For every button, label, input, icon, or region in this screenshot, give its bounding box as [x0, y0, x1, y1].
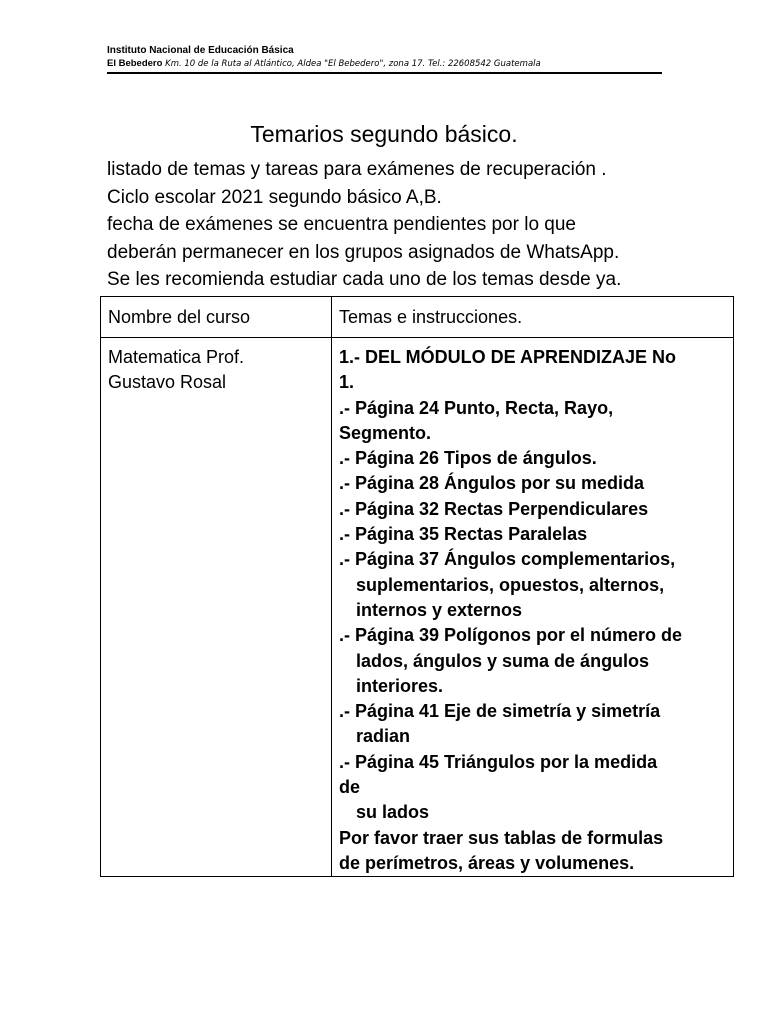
- institution-address: [107, 57, 662, 71]
- course-cell: [101, 338, 332, 877]
- topics-table: [100, 296, 734, 877]
- topic-line: de perímetros, áreas y volumenes.: [339, 852, 635, 873]
- document-title: Temarios segundo básico.: [250, 121, 518, 147]
- topic-line: .- Página 28 Ángulos por su medida: [339, 473, 645, 494]
- address-details: Km. 10 de la Ruta al Atlántico, Aldea "El Bebedero", zona 17. Tel.: 22608542 Guatemala: [162, 59, 541, 69]
- topic-line: internos y externos: [356, 599, 523, 620]
- topic-line: suplementarios, opuestos, alternos,: [356, 574, 665, 595]
- topic-line: .- Página 35 Rectas Paralelas: [339, 524, 588, 545]
- topic-line: de: [339, 777, 361, 798]
- topic-line: 1.- DEL MÓDULO DE APRENDIZAJE No: [339, 347, 677, 367]
- topic-line: radian: [356, 726, 411, 747]
- topic-line: Por favor traer sus tablas de formulas: [339, 827, 664, 848]
- table-header-row: [101, 297, 734, 338]
- topic-line: .- Página 39 Polígonos por el número de: [339, 625, 683, 646]
- topics-cell: [332, 338, 734, 877]
- topic-line: interiores.: [356, 675, 444, 696]
- topic-line: 1.: [339, 372, 355, 393]
- intro-line: listado de temas y tareas para exámenes de recuperación .: [107, 159, 607, 180]
- topic-line: .- Página 24 Punto, Recta, Rayo,: [339, 397, 614, 418]
- table-row: [101, 338, 734, 877]
- document-header: [107, 44, 662, 74]
- column-header-course: Nombre del curso: [101, 297, 332, 338]
- topic-line: lados, ángulos y suma de ángulos: [356, 650, 650, 671]
- topic-line: su lados: [356, 802, 430, 823]
- topic-line: .- Página 26 Tipos de ángulos.: [339, 448, 597, 469]
- column-header-topics: Temas e instrucciones.: [332, 297, 734, 338]
- header-rule: [107, 72, 662, 74]
- intro-line: deberán permanecer en los grupos asignados de WhatsApp.: [107, 241, 620, 263]
- institution-name: Instituto Nacional de Educación Básica: [107, 45, 294, 56]
- intro-line: Se les recomienda estudiar cada uno de los temas desde ya.: [107, 269, 622, 290]
- topic-line: .- Página 37 Ángulos complementarios,: [339, 549, 676, 570]
- intro-line: Ciclo escolar 2021 segundo básico A,B.: [107, 186, 442, 208]
- address-place: El Bebedero: [107, 58, 163, 69]
- course-name-line: Gustavo Rosal: [108, 372, 227, 393]
- topic-line: .- Página 45 Triángulos por la medida: [339, 751, 658, 772]
- course-name-line: Matematica Prof.: [108, 347, 245, 367]
- intro-line: fecha de exámenes se encuentra pendientes por lo que: [107, 214, 576, 235]
- topic-line: .- Página 41 Eje de simetría y simetría: [339, 701, 661, 722]
- topic-line: Segmento.: [339, 422, 432, 443]
- intro-paragraph: [107, 156, 727, 294]
- topic-line: .- Página 32 Rectas Perpendiculares: [339, 498, 649, 519]
